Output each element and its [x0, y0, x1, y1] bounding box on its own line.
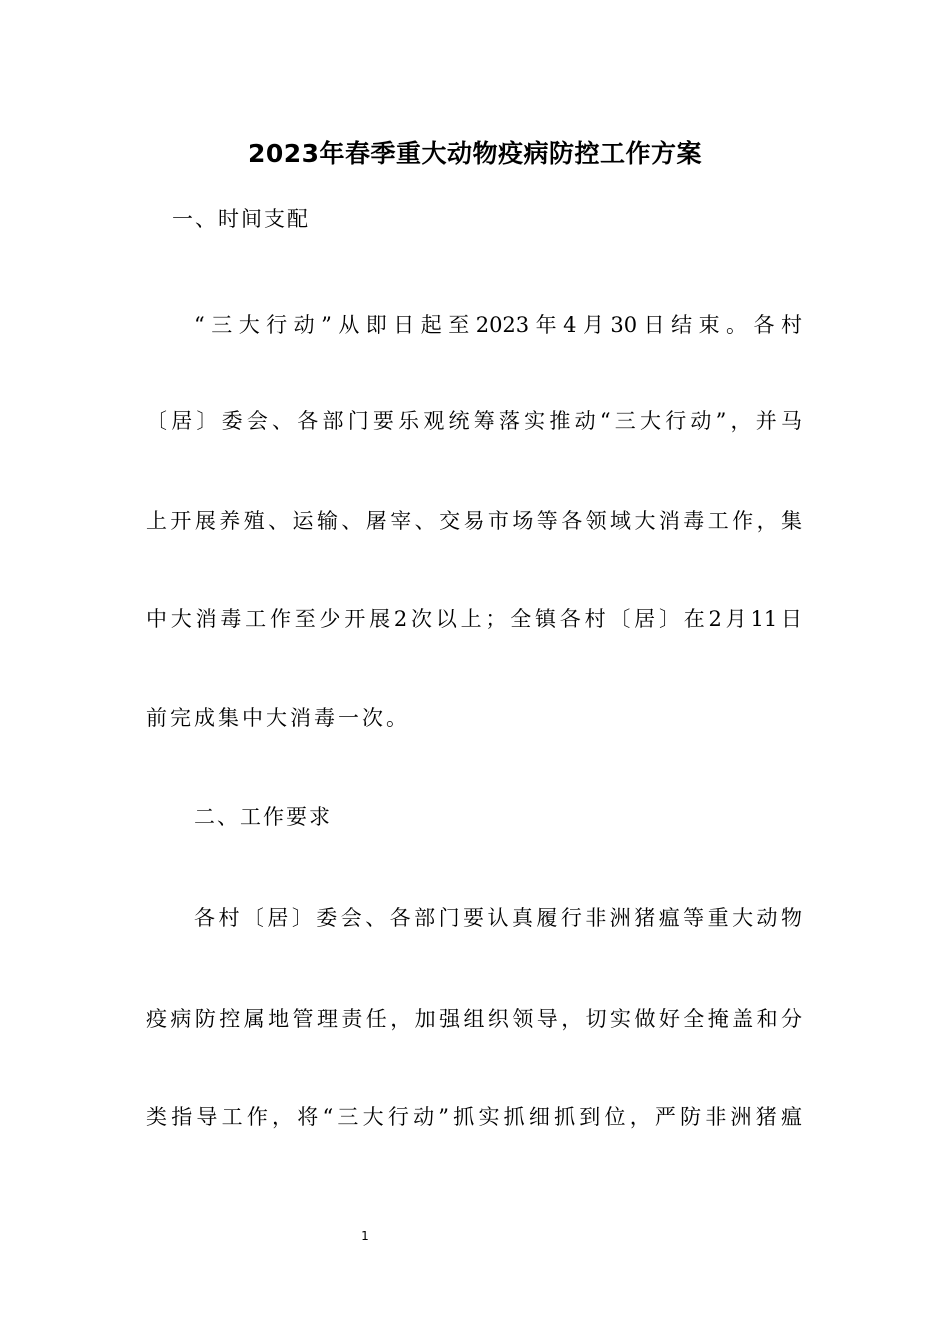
paragraph-line: 上开展养殖、运输、屠宰、交易市场等各领域大消毒工作，集 [146, 509, 802, 533]
section-heading-time-arrangement: 一、时间支配 [172, 207, 310, 231]
document-title: 2023年春季重大动物疫病防控工作方案 [247, 139, 703, 168]
paragraph-line: 〔居〕委会、各部门要乐观统筹落实推动“三大行动”，并马 [146, 409, 802, 433]
paragraph-line: 前完成集中大消毒一次。 [146, 706, 410, 730]
paragraph-line: 类指导工作，将“三大行动”抓实抓细抓到位，严防非洲猪瘟 [146, 1105, 802, 1129]
paragraph-line: 各村〔居〕委会、各部门要认真履行非洲猪瘟等重大动物 [194, 906, 802, 930]
paragraph-line: “三大行动”从即日起至2023年4月30日结束。各村 [194, 313, 802, 337]
page-number: 1 [361, 1229, 369, 1243]
paragraph-line: 疫病防控属地管理责任，加强组织领导，切实做好全掩盖和分 [146, 1007, 802, 1031]
paragraph-line: 中大消毒工作至少开展2次以上；全镇各村〔居〕在2月11日 [146, 607, 802, 631]
section-heading-work-requirements: 二、工作要求 [194, 805, 332, 829]
